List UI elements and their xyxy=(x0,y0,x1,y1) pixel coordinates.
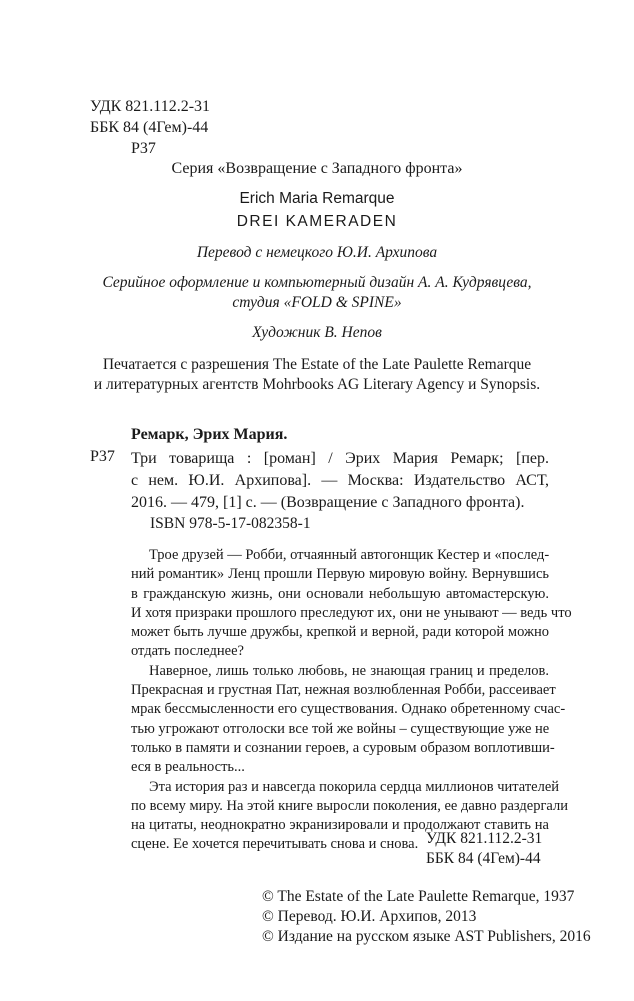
artist-credit: Художник В. Непов xyxy=(252,324,382,341)
footer-bbk-code: ББК 84 (4Гем)-44 xyxy=(426,850,541,867)
annotation-line: тью угрожают отголоски все той же войны – существующие уже не xyxy=(131,720,550,737)
bib-line: Три товарища : [роман] / Эрих Мария Ремарк; [пер. xyxy=(131,450,549,467)
bib-line: с нем. Ю.И. Архипова]. — Москва: Издательство АСТ, xyxy=(131,472,549,489)
annotation-line: только в памяти и сознании героев, а суровым образом воплотивши- xyxy=(131,739,555,756)
bib-heading: Ремарк, Эрих Мария. xyxy=(131,426,288,443)
footer-udk-code: УДК 821.112.2-31 xyxy=(426,830,543,847)
bib-line: 2016. — 479, [1] с. — (Возвращение с Западного фронта). xyxy=(131,494,525,511)
annotation xyxy=(131,546,572,855)
copyright-edition: © Издание на русском языке AST Publishers, 2016 xyxy=(262,928,591,945)
copyright-translation: © Перевод. Ю.И. Архипов, 2013 xyxy=(262,908,477,925)
bib-mark: Р37 xyxy=(90,448,115,465)
permission-line1: Печатается с разрешения The Estate of the Late Paulette Remarque xyxy=(102,356,532,373)
annotation-line: на цитаты, неоднократно экранизировали и продолжают ставить на xyxy=(131,817,549,834)
permission-line2: и литературных агентств Mohrbooks AG Literary Agency и Synopsis. xyxy=(93,376,541,393)
series-title: Серия «Возвращение с Западного фронта» xyxy=(171,160,463,177)
annotation-line: Трое друзей — Робби, отчаянный автогонщик Кестер и «послед- xyxy=(149,547,550,563)
isbn: ISBN 978-5-17-082358-1 xyxy=(150,515,311,532)
annotation-line: ний романтик» Ленц прошли Первую мировую войну. Вернувшись xyxy=(131,566,549,583)
bbk-code: ББК 84 (4Гем)-44 xyxy=(90,119,209,136)
author-mark: Р37 xyxy=(131,140,156,157)
annotation-line: Прекрасная и грустная Пат, нежная возлюбленная Робби, рассеивает xyxy=(131,682,556,699)
annotation-line: Наверное, лишь только любовь, не знающая границ и пределов. xyxy=(149,662,549,679)
annotation-line: в гражданскую жизнь, они основали небольшую автомастерскую. xyxy=(131,585,549,602)
original-title: DREI KAMERADEN xyxy=(236,213,398,230)
original-author: Erich Maria Remarque xyxy=(239,190,395,207)
annotation-paragraph-1 xyxy=(131,546,572,662)
translation-credit: Перевод с немецкого Ю.И. Архипова xyxy=(196,244,438,261)
annotation-line: мрак бессмысленности его существования. Однако обретенному счас- xyxy=(131,701,566,718)
annotation-line: по всему миру. На этой книге выросли поколения, ее давно раздергали xyxy=(131,797,568,814)
annotation-line: Эта история раз и навсегда покорила сердца миллионов читателей xyxy=(149,778,560,795)
annotation-line: еся в реальность... xyxy=(131,759,245,776)
annotation-line: может быть лучше дружбы, крепкой и верной, ради которой можно xyxy=(131,624,549,641)
copyright-original: © The Estate of the Late Paulette Remarque, 1937 xyxy=(262,888,575,905)
bib-description xyxy=(131,448,549,514)
annotation-paragraph-2 xyxy=(131,662,566,778)
design-credit-line1: Серийное оформление и компьютерный дизайн А. А. Кудрявцева, xyxy=(102,274,532,291)
udk-code: УДК 821.112.2-31 xyxy=(90,98,211,115)
annotation-line: сцене. Ее хочется перечитывать снова и снова. xyxy=(131,836,419,853)
annotation-line: И хотя призраки прошлого преследуют их, они не унывают — ведь что xyxy=(131,604,572,621)
annotation-line: отдать последнее? xyxy=(131,643,244,660)
design-credit-line2: студия «FOLD & SPINE» xyxy=(232,294,402,311)
